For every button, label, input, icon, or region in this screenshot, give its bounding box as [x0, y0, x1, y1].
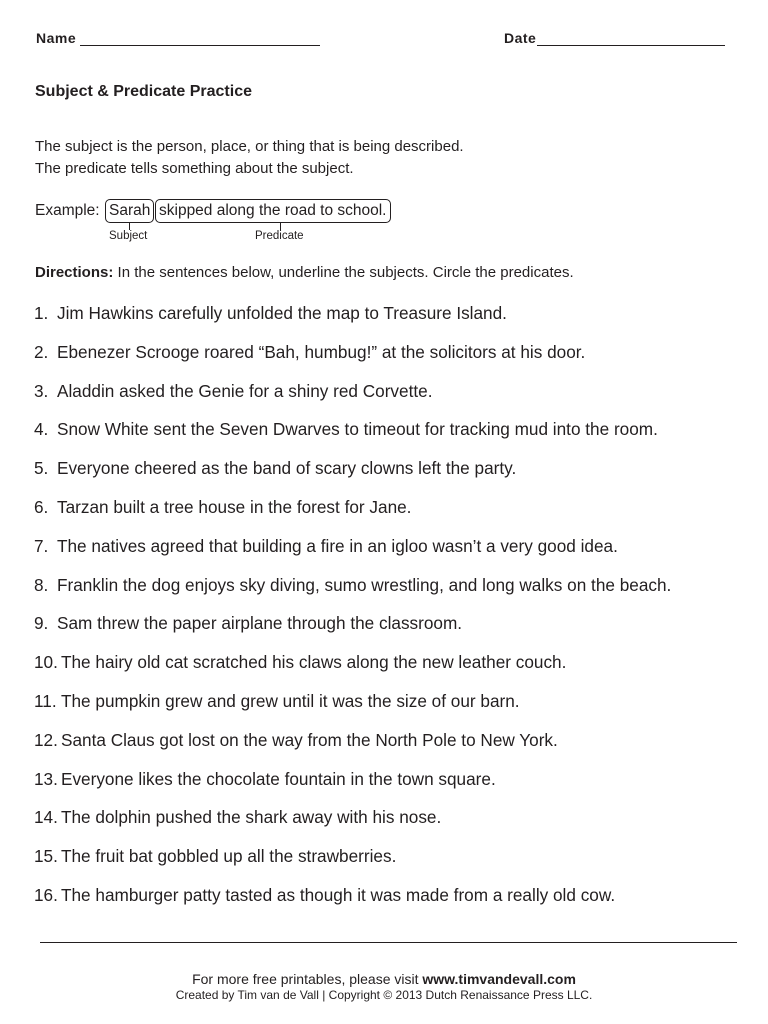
- sentence-text: Everyone cheered as the band of scary clowns left the party.: [57, 458, 517, 479]
- sentence-item: [34, 729, 744, 768]
- footer-visit-text: For more free printables, please visit: [192, 971, 423, 987]
- sentence-item: [34, 806, 744, 845]
- example-label: Example:: [35, 202, 100, 219]
- date-blank-line: [537, 31, 725, 46]
- sentence-number: 15.: [34, 846, 58, 867]
- sentence-number: 10.: [34, 652, 58, 673]
- sentence-number: 2.: [34, 341, 49, 362]
- sentence-number: 9.: [34, 613, 49, 634]
- sentence-text: Everyone likes the chocolate fountain in the town square.: [61, 768, 496, 789]
- sentence-list: [34, 302, 744, 923]
- directions: [35, 264, 574, 281]
- subject-caption: Subject: [109, 230, 148, 242]
- sentence-number: 1.: [34, 303, 49, 323]
- sentence-text: Jim Hawkins carefully unfolded the map to Treasure Island.: [57, 303, 507, 323]
- name-field: [36, 30, 320, 46]
- sentence-text: Tarzan built a tree house in the forest for Jane.: [57, 496, 412, 517]
- sentence-number: 6.: [34, 496, 49, 517]
- sentence-item: [34, 690, 744, 729]
- sentence-text: The pumpkin grew and grew until it was the size of our barn.: [61, 690, 520, 711]
- sentence-text: The hairy old cat scratched his claws along the new leather couch.: [61, 652, 567, 673]
- date-label: Date: [504, 30, 537, 46]
- sentence-number: 13.: [34, 768, 58, 789]
- example-block: [35, 199, 455, 242]
- sentence-number: 14.: [34, 807, 58, 828]
- intro-line-predicate: The predicate tells something about the subject.: [35, 160, 354, 177]
- sentence-item: [34, 651, 744, 690]
- sentence-number: 12.: [34, 729, 58, 750]
- sentence-item: [34, 341, 744, 380]
- sentence-item: [34, 845, 744, 884]
- sentence-text: Franklin the dog enjoys sky diving, sumo wrestling, and long walks on the beach.: [57, 574, 672, 595]
- sentence-item: [34, 768, 744, 807]
- name-label: Name: [36, 30, 77, 46]
- header-row: [36, 30, 728, 50]
- sentence-item: [34, 496, 744, 535]
- sentence-item: [34, 380, 744, 419]
- sentence-item: [34, 574, 744, 613]
- date-field: [504, 30, 725, 46]
- footer: [0, 970, 768, 1003]
- predicate-caption: Predicate: [255, 230, 304, 242]
- sentence-number: 8.: [34, 574, 49, 595]
- intro-line-subject: The subject is the person, place, or thing that is being described.: [35, 138, 464, 155]
- footer-visit-line: [0, 970, 768, 988]
- sentence-item: [34, 457, 744, 496]
- example-predicate-box: skipped along the road to school.: [155, 199, 391, 223]
- sentence-text: Ebenezer Scrooge roared “Bah, humbug!” at the solicitors at his door.: [57, 341, 586, 362]
- subject-pointer-line: [129, 222, 130, 230]
- footer-site-link[interactable]: www.timvandevall.com: [422, 971, 576, 987]
- sentence-text: The dolphin pushed the shark away with his nose.: [61, 807, 442, 828]
- sentence-item: [34, 418, 744, 457]
- sentence-item: [34, 612, 744, 651]
- sentence-text: Aladdin asked the Genie for a shiny red Corvette.: [57, 380, 433, 401]
- sentence-text: Santa Claus got lost on the way from the North Pole to New York.: [61, 729, 558, 750]
- directions-text: In the sentences below, underline the subjects. Circle the predicates.: [113, 264, 574, 281]
- page-title: Subject & Predicate Practice: [35, 83, 252, 100]
- sentence-number: 3.: [34, 380, 49, 401]
- sentence-number: 11.: [34, 690, 57, 711]
- sentence-item: [34, 302, 744, 341]
- directions-label: Directions:: [35, 264, 114, 281]
- example-subject-box: Sarah: [105, 199, 154, 223]
- footer-copyright: Created by Tim van de Vall | Copyright © 2013 Dutch Renaissance Press LLC.: [175, 988, 593, 1002]
- sentence-text: Sam threw the paper airplane through the classroom.: [57, 613, 463, 634]
- sentence-number: 16.: [34, 884, 58, 905]
- sentence-text: The hamburger patty tasted as though it was made from a really old cow.: [61, 884, 616, 905]
- predicate-pointer-line: [280, 222, 281, 230]
- sentence-text: The natives agreed that building a fire in an igloo wasn’t a very good idea.: [57, 535, 618, 556]
- footer-divider: [40, 942, 737, 943]
- name-blank-line: [80, 31, 320, 46]
- sentence-number: 7.: [34, 535, 49, 556]
- sentence-text: Snow White sent the Seven Dwarves to timeout for tracking mud into the room.: [57, 419, 658, 440]
- intro-text: [35, 136, 464, 180]
- sentence-item: [34, 535, 744, 574]
- sentence-item: [34, 884, 744, 923]
- sentence-text: The fruit bat gobbled up all the strawberries.: [61, 846, 397, 867]
- sentence-number: 4.: [34, 419, 49, 440]
- sentence-number: 5.: [34, 458, 49, 479]
